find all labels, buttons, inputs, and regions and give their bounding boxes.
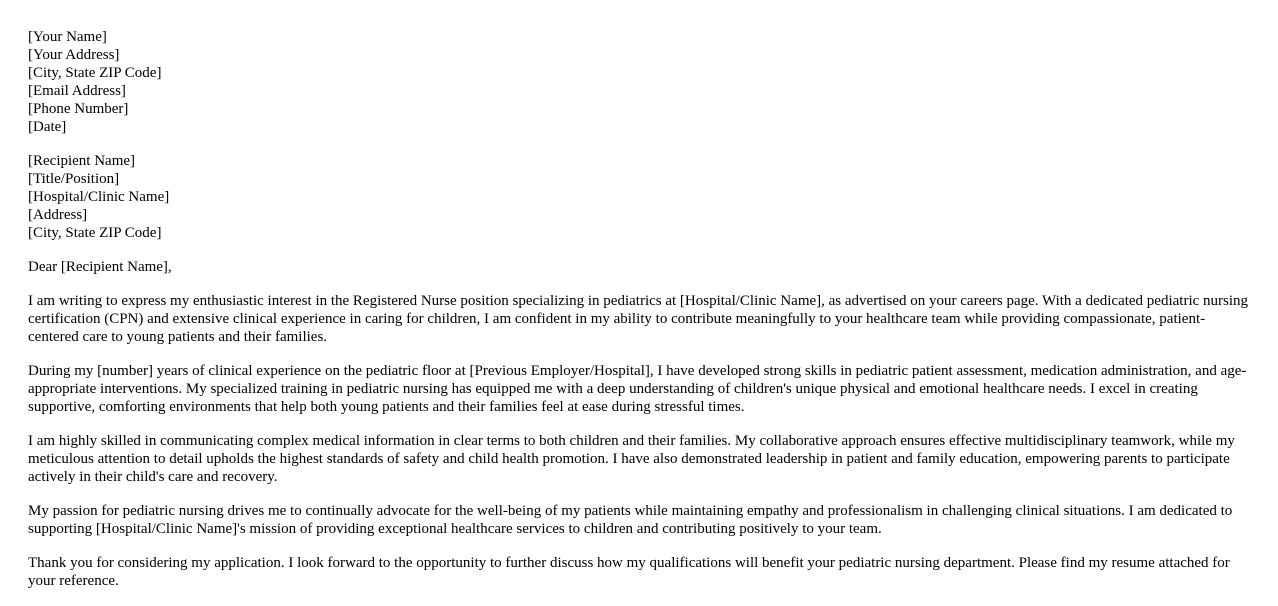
body-paragraph-1: I am writing to express my enthusiastic interest in the Registered Nurse position specializing in pediatrics at [Hospital/Clinic Name], as advertised on your careers page. With a dedicated pediatric nursing certification (CPN) and extensive clinical experience in caring for children, I am confident in my ability to contribute meaningfully to your healthcare team while providing compassionate, patient-centered care to young patients and their families. [28, 293, 1249, 345]
sender-email: [Email Address] [28, 83, 126, 99]
body-paragraph-2: During my [number] years of clinical experience on the pediatric floor at [Previous Employer/Hospital], I have developed strong skills in pediatric patient assessment, medication administration, and age-appropriate interventions. My specialized training in pediatric nursing has equipped me with a deep understanding of children's unique physical and emotional healthcare needs. I excel in creating supportive, comforting environments that help both young patients and their families feel at ease during stressful times. [28, 363, 1247, 415]
sender-block [28, 28, 1250, 136]
sender-name: [Your Name] [28, 29, 107, 45]
sender-city-state-zip: [City, State ZIP Code] [28, 65, 162, 81]
recipient-organization: [Hospital/Clinic Name] [28, 189, 170, 205]
salutation: Dear [Recipient Name], [28, 259, 172, 275]
cover-letter [28, 28, 1250, 606]
body-paragraph-5: Thank you for considering my application. I look forward to the opportunity to further discuss how my qualifications will benefit your pediatric nursing department. Please find my resume attached for your reference. [28, 555, 1230, 589]
recipient-city-state-zip: [City, State ZIP Code] [28, 225, 162, 241]
sender-address: [Your Address] [28, 47, 120, 63]
recipient-title: [Title/Position] [28, 171, 120, 187]
body-paragraph-3: I am highly skilled in communicating complex medical information in clear terms to both children and their families. My collaborative approach ensures effective multidisciplinary teamwork, while my meticulous attention to detail upholds the highest standards of safety and child health promotion. I have also demonstrated leadership in patient and family education, empowering parents to participate actively in their child's care and recovery. [28, 433, 1235, 485]
recipient-address: [Address] [28, 207, 88, 223]
letter-date: [Date] [28, 119, 67, 135]
sender-phone: [Phone Number] [28, 101, 129, 117]
body-paragraph-4: My passion for pediatric nursing drives me to continually advocate for the well-being of my patients while maintaining empathy and professionalism in challenging clinical situations. I am dedicated to supporting [Hospital/Clinic Name]'s mission of providing exceptional healthcare services to children and contributing positively to your team. [28, 503, 1233, 537]
recipient-block [28, 152, 1250, 242]
recipient-name: [Recipient Name] [28, 153, 136, 169]
